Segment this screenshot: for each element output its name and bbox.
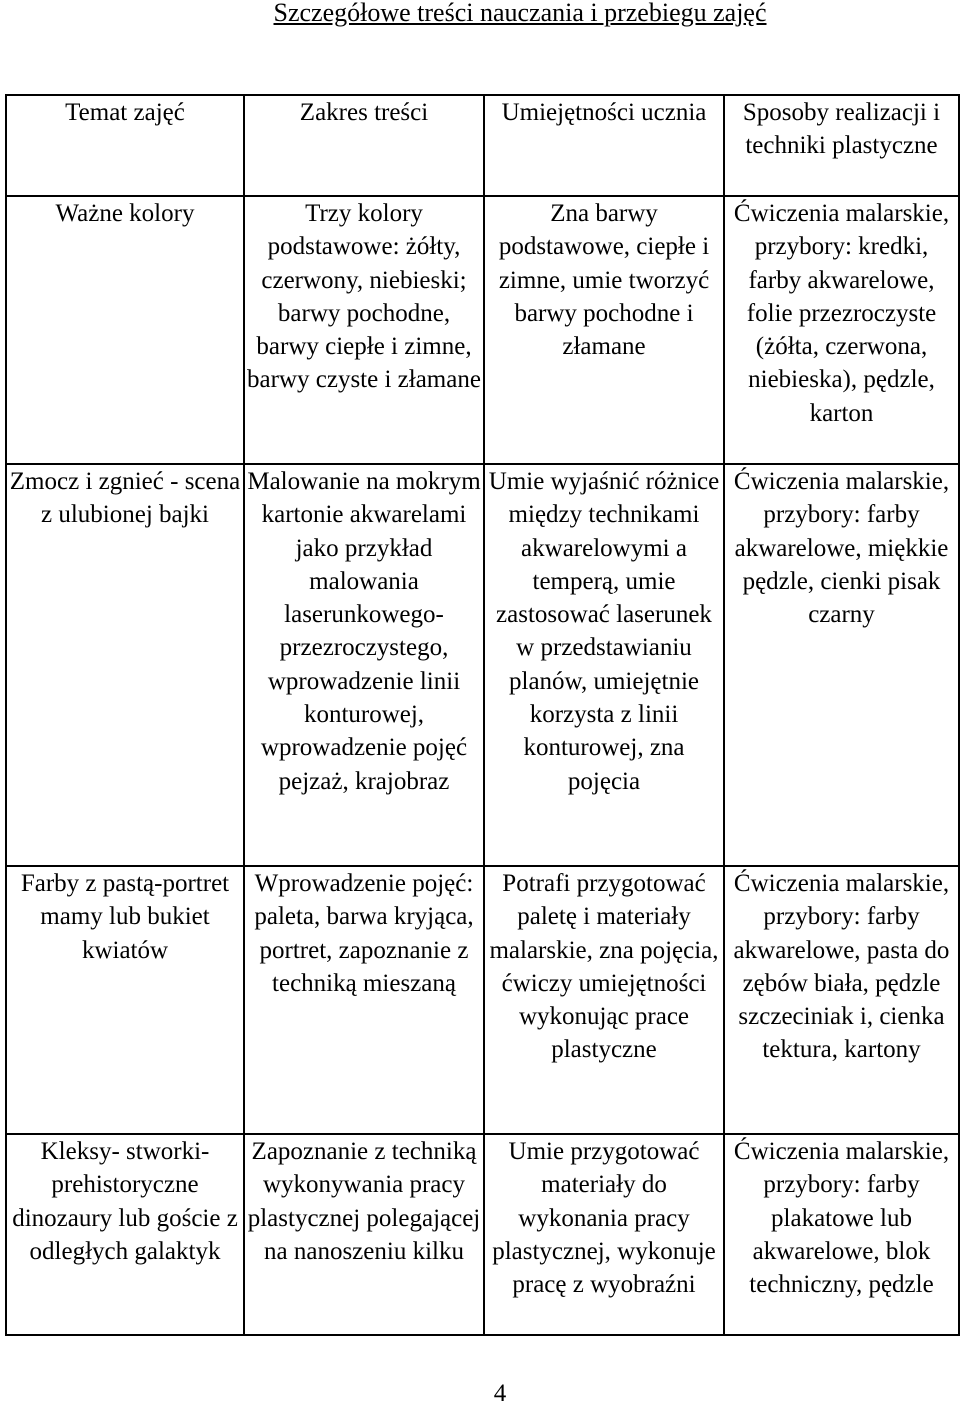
cell-methods-techniques: Ćwiczenia malarskie, przybory: farby plakatowe lub akwarelowe, blok techniczny, pędzle [724, 1134, 959, 1335]
page-number: 4 [493, 1380, 507, 1407]
cell-student-skills: Potrafi przygotować paletę i materiały malarskie, zna pojęcia, ćwiczy umiejętności wykonując prace plastyczne [484, 866, 724, 1134]
curriculum-table [5, 94, 960, 1336]
header-content-scope: Zakres treści [244, 95, 484, 196]
cell-topic: Farby z pastą-portret mamy lub bukiet kwiatów [6, 866, 244, 1134]
header-topic: Temat zajęć [6, 95, 244, 196]
cell-student-skills: Zna barwy podstawowe, ciepłe i zimne, umie tworzyć barwy pochodne i złamane [484, 196, 724, 464]
table-row [6, 1134, 959, 1335]
header-methods-techniques: Sposoby realizacji i techniki plastyczne [724, 95, 959, 196]
cell-topic: Zmocz i zgnieć - scena z ulubionej bajki [6, 464, 244, 866]
table-row [6, 464, 959, 866]
table-row [6, 196, 959, 464]
table-row [6, 866, 959, 1134]
cell-methods-techniques: Ćwiczenia malarskie, przybory: kredki, farby akwarelowe, folie przezroczyste (żółta, czerwona, niebieska), pędzle, karton [724, 196, 959, 464]
cell-topic: Kleksy- stworki-prehistoryczne dinozaury lub goście z odległych galaktyk [6, 1134, 244, 1335]
cell-student-skills: Umie wyjaśnić różnice między technikami akwarelowymi a temperą, umie zastosować laserunek w przedstawianiu planów, umiejętnie korzysta z linii konturowej, zna pojęcia [484, 464, 724, 866]
cell-student-skills: Umie przygotować materiały do wykonania pracy plastycznej, wykonuje pracę z wyobraźni [484, 1134, 724, 1335]
cell-content-scope: Malowanie na mokrym kartonie akwarelami jako przykład malowania laserunkowego-przezroczystego, wprowadzenie linii konturowej, wprowadzenie pojęć pejzaż, krajobraz [244, 464, 484, 866]
cell-methods-techniques: Ćwiczenia malarskie, przybory: farby akwarelowe, pasta do zębów biała, pędzle szczeciniak i, cienka tektura, kartony [724, 866, 959, 1134]
cell-content-scope: Wprowadzenie pojęć: paleta, barwa kryjąca, portret, zapoznanie z techniką mieszaną [244, 866, 484, 1134]
page-title: Szczegółowe treści nauczania i przebiegu zajęć [273, 0, 767, 27]
header-student-skills: Umiejętności ucznia [484, 95, 724, 196]
cell-topic: Ważne kolory [6, 196, 244, 464]
cell-methods-techniques: Ćwiczenia malarskie, przybory: farby akwarelowe, miękkie pędzle, cienki pisak czarny [724, 464, 959, 866]
table-header-row [6, 95, 959, 196]
cell-content-scope: Zapoznanie z techniką wykonywania pracy plastycznej polegającej na nanoszeniu kilku [244, 1134, 484, 1335]
cell-content-scope: Trzy kolory podstawowe: żółty, czerwony, niebieski; barwy pochodne, barwy ciepłe i zimne, barwy czyste i złamane [244, 196, 484, 464]
